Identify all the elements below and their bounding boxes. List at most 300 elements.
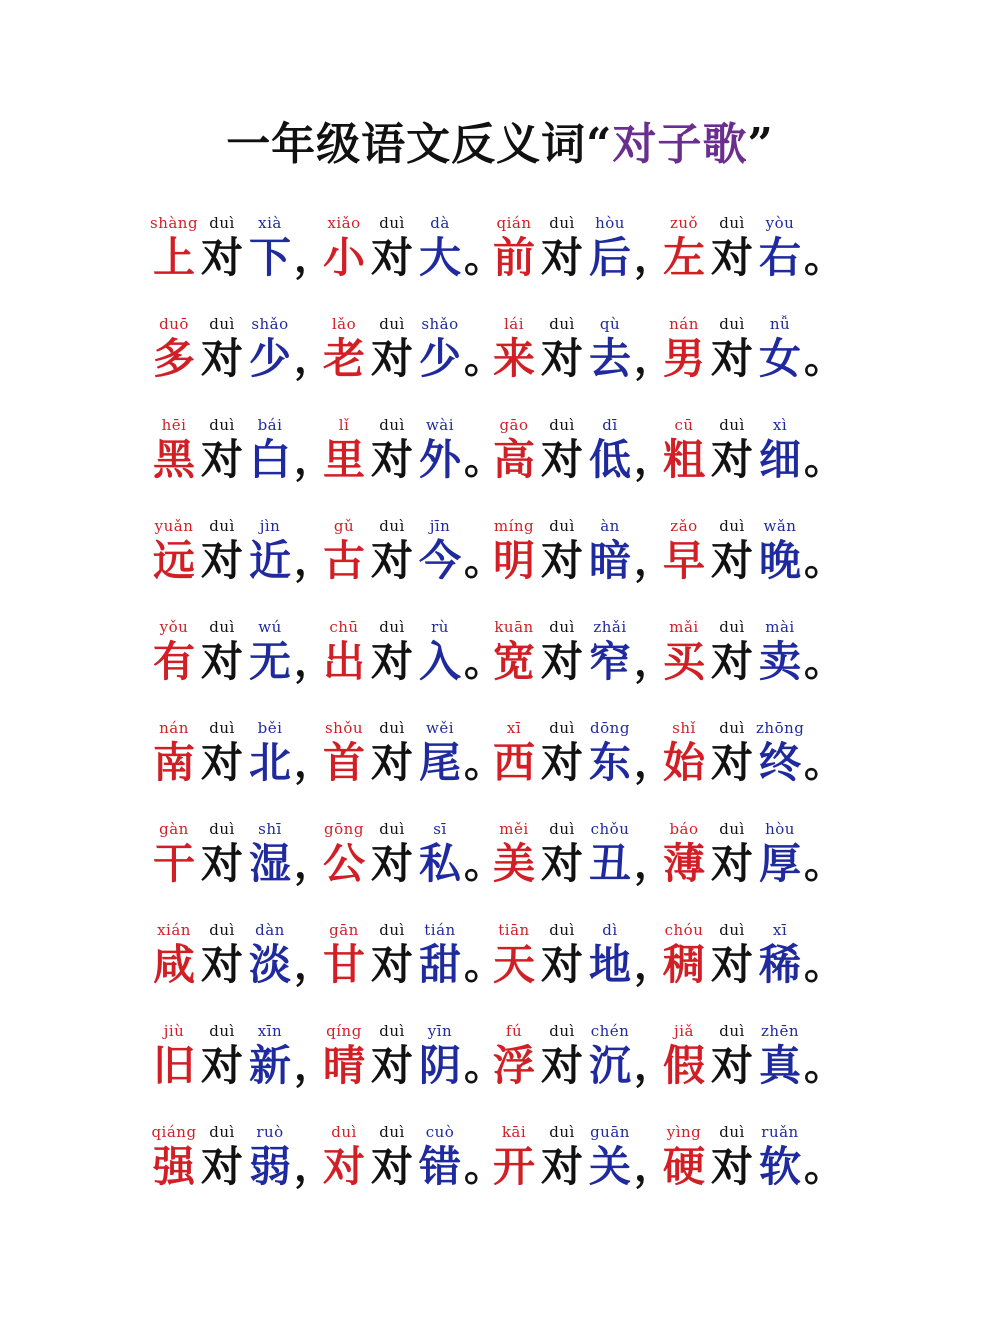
word-dui [708,717,756,787]
hanzi: 细 [758,435,801,484]
hanzi: 高 [492,435,535,484]
pinyin: xiǎo [327,214,361,232]
pinyin: gǔ [333,517,355,535]
pinyin: cuò [425,1123,455,1141]
word-left [320,515,368,585]
punctuation: ， [634,739,674,786]
pinyin: yǒu [159,618,189,636]
word-dui [198,1020,246,1090]
hanzi: 硬 [662,1142,705,1191]
pinyin: duì [719,820,745,838]
pinyin: wěi [425,719,454,737]
pinyin: duì [379,214,405,232]
hanzi: 对 [710,637,753,686]
pinyin: duì [331,1123,357,1141]
hanzi: 真 [758,1041,801,1090]
word-right [756,414,804,484]
word-right [416,1020,464,1090]
word-right [586,616,634,686]
word-right [246,515,294,585]
hanzi: 对 [540,738,583,787]
hanzi: 对 [200,1142,243,1191]
hanzi: 今 [418,536,461,585]
punctuation: ， [294,335,334,382]
couplet-line [150,515,870,616]
pinyin: shàng [150,214,199,232]
hanzi: 出 [322,637,365,686]
pinyin: kāi [501,1123,527,1141]
hanzi: 对 [540,1142,583,1191]
hanzi: 少 [248,334,291,383]
pinyin: zuǒ [669,214,699,232]
pinyin: duì [209,416,235,434]
hanzi: 右 [758,233,801,282]
word-right [416,1121,464,1191]
hanzi: 小 [322,233,365,282]
word-right [756,818,804,888]
pinyin: shǒu [324,719,364,737]
hanzi: 私 [418,839,461,888]
pinyin: duì [209,820,235,838]
pinyin: xià [258,214,282,232]
punctuation: ， [634,335,674,382]
hanzi: 对 [710,1142,753,1191]
hanzi: 男 [662,334,705,383]
hanzi: 对 [710,940,753,989]
word-dui [198,717,246,787]
hanzi: 窄 [588,637,631,686]
hanzi: 对 [540,940,583,989]
hanzi: 早 [662,536,705,585]
hanzi: 买 [662,637,705,686]
hanzi: 对 [370,1142,413,1191]
hanzi: 左 [662,233,705,282]
hanzi: 薄 [662,839,705,888]
hanzi: 天 [492,940,535,989]
punctuation: 。 [804,436,844,483]
couplet-line [150,1020,870,1121]
pinyin: yìng [666,1123,702,1141]
word-left [660,212,708,282]
hanzi: 对 [710,233,753,282]
pinyin: nán [669,315,699,333]
hanzi: 终 [758,738,801,787]
hanzi: 黑 [152,435,195,484]
pinyin: yīn [427,1022,453,1040]
word-right [756,1020,804,1090]
word-right [416,818,464,888]
punctuation: ， [294,941,334,988]
hanzi: 对 [200,334,243,383]
word-dui [368,919,416,989]
hanzi: 里 [322,435,365,484]
hanzi: 对 [540,334,583,383]
pinyin: duì [549,416,575,434]
pinyin: gāo [499,416,529,434]
hanzi: 女 [758,334,801,383]
punctuation: ， [294,436,334,483]
pinyin: duì [549,921,575,939]
couplet-line [150,414,870,515]
punctuation: ， [634,436,674,483]
word-dui [538,717,586,787]
punctuation: 。 [464,436,504,483]
word-dui [198,515,246,585]
word-left [490,919,538,989]
word-left [490,1020,538,1090]
hanzi: 北 [248,738,291,787]
pinyin: dà [430,214,450,232]
word-right [246,1020,294,1090]
pinyin: xián [157,921,191,939]
hanzi: 对 [710,536,753,585]
word-dui [708,414,756,484]
hanzi: 外 [418,435,461,484]
pinyin: zhǎi [593,618,627,636]
pinyin: mǎi [669,618,699,636]
punctuation: 。 [804,739,844,786]
title-highlight: 对子歌 [612,119,748,170]
word-right [586,717,634,787]
pinyin: lǐ [338,416,350,434]
punctuation: ， [294,638,334,685]
word-left [150,414,198,484]
hanzi: 弱 [248,1142,291,1191]
word-left [150,1121,198,1191]
pinyin: gōng [324,820,364,838]
word-dui [368,313,416,383]
pinyin: duì [719,315,745,333]
pinyin: duì [719,719,745,737]
punctuation: 。 [804,840,844,887]
word-dui [368,414,416,484]
hanzi: 公 [322,839,365,888]
pinyin: cū [674,416,694,434]
pinyin: míng [493,517,535,535]
punctuation: 。 [804,638,844,685]
punctuation: 。 [804,1042,844,1089]
word-left [490,1121,538,1191]
pinyin: qiáng [151,1123,197,1141]
word-dui [368,616,416,686]
pinyin: tián [424,921,456,939]
pinyin: shǎo [251,315,289,333]
word-dui [708,1020,756,1090]
word-right [416,919,464,989]
hanzi: 软 [758,1142,801,1191]
hanzi: 尾 [418,738,461,787]
pinyin: duì [209,719,235,737]
word-left [320,616,368,686]
pinyin: zhōng [756,719,805,737]
hanzi: 对 [370,1041,413,1090]
pinyin: duì [209,1123,235,1141]
hanzi: 淡 [248,940,291,989]
pinyin: xī [772,921,788,939]
hanzi: 旧 [152,1041,195,1090]
hanzi: 稠 [662,940,705,989]
pinyin: duì [209,1022,235,1040]
hanzi: 对 [200,536,243,585]
word-right [586,515,634,585]
hanzi: 无 [248,637,291,686]
word-dui [708,1121,756,1191]
hanzi: 东 [588,738,631,787]
word-dui [708,616,756,686]
word-right [586,313,634,383]
punctuation: 。 [464,1143,504,1190]
hanzi: 假 [662,1041,705,1090]
hanzi: 甘 [322,940,365,989]
pinyin: bái [257,416,283,434]
word-dui [538,616,586,686]
hanzi: 对 [540,233,583,282]
pinyin: duì [379,1123,405,1141]
hanzi: 强 [152,1142,195,1191]
word-dui [198,616,246,686]
hanzi: 对 [540,839,583,888]
pinyin: xīn [257,1022,283,1040]
pinyin: xī [506,719,522,737]
pinyin: duì [379,618,405,636]
punctuation: ， [294,537,334,584]
word-right [756,717,804,787]
hanzi: 后 [588,233,631,282]
word-left [490,515,538,585]
hanzi: 对 [200,435,243,484]
hanzi: 对 [322,1142,365,1191]
hanzi: 丑 [588,839,631,888]
word-dui [198,414,246,484]
pinyin: nǚ [769,315,791,333]
hanzi: 对 [370,738,413,787]
hanzi: 少 [418,334,461,383]
word-dui [538,515,586,585]
word-dui [538,818,586,888]
pinyin: duì [549,214,575,232]
word-right [246,1121,294,1191]
pinyin: lái [503,315,525,333]
word-left [490,212,538,282]
pinyin: wú [258,618,282,636]
pinyin: qù [599,315,621,333]
word-left [490,717,538,787]
pinyin: duì [209,618,235,636]
word-left [490,313,538,383]
pinyin: rù [431,618,449,636]
pinyin: duì [719,618,745,636]
punctuation: ， [634,941,674,988]
pinyin: nán [159,719,189,737]
word-right [756,212,804,282]
word-dui [538,919,586,989]
word-dui [708,212,756,282]
pinyin: kuān [494,618,534,636]
word-left [320,212,368,282]
punctuation: ， [634,234,674,281]
hanzi: 粗 [662,435,705,484]
couplet-lines [150,212,870,1222]
punctuation: ， [294,739,334,786]
punctuation: 。 [804,1143,844,1190]
hanzi: 晴 [322,1041,365,1090]
word-right [586,212,634,282]
hanzi: 来 [492,334,535,383]
hanzi: 对 [200,839,243,888]
word-left [150,515,198,585]
hanzi: 对 [200,738,243,787]
hanzi: 对 [540,637,583,686]
punctuation: 。 [804,537,844,584]
hanzi: 咸 [152,940,195,989]
pinyin: dī [602,416,618,434]
word-dui [198,212,246,282]
word-dui [368,212,416,282]
word-left [660,414,708,484]
hanzi: 明 [492,536,535,585]
hanzi: 地 [588,940,631,989]
hanzi: 对 [200,940,243,989]
word-dui [368,1020,416,1090]
pinyin: duì [719,416,745,434]
word-dui [198,1121,246,1191]
hanzi: 大 [418,233,461,282]
hanzi: 西 [492,738,535,787]
hanzi: 入 [418,637,461,686]
pinyin: duì [379,416,405,434]
word-dui [538,414,586,484]
word-right [416,313,464,383]
punctuation: 。 [464,638,504,685]
hanzi: 对 [540,536,583,585]
punctuation: 。 [804,234,844,281]
pinyin: duì [379,719,405,737]
word-left [150,818,198,888]
pinyin: guān [590,1123,630,1141]
word-dui [708,313,756,383]
hanzi: 首 [322,738,365,787]
punctuation: ， [294,840,334,887]
word-dui [368,717,416,787]
word-dui [538,212,586,282]
hanzi: 对 [200,1041,243,1090]
pinyin: běi [257,719,283,737]
pinyin: duì [719,921,745,939]
couplet-line [150,313,870,414]
hanzi: 对 [370,334,413,383]
word-left [150,313,198,383]
word-left [660,1121,708,1191]
word-dui [368,515,416,585]
punctuation: ， [634,638,674,685]
word-left [150,1020,198,1090]
word-right [586,919,634,989]
word-dui [198,919,246,989]
word-right [756,313,804,383]
pinyin: báo [669,820,699,838]
hanzi: 白 [248,435,291,484]
word-right [586,818,634,888]
hanzi: 对 [370,940,413,989]
word-right [246,818,294,888]
hanzi: 上 [152,233,195,282]
pinyin: duì [719,214,745,232]
pinyin: ruǎn [761,1123,799,1141]
hanzi: 卖 [758,637,801,686]
hanzi: 甜 [418,940,461,989]
word-right [756,616,804,686]
hanzi: 近 [248,536,291,585]
hanzi: 暗 [588,536,631,585]
word-dui [708,515,756,585]
pinyin: měi [499,820,529,838]
pinyin: jiǎ [674,1022,694,1040]
word-left [320,1020,368,1090]
pinyin: duì [549,1123,575,1141]
hanzi: 远 [152,536,195,585]
hanzi: 对 [540,435,583,484]
couplet-line [150,717,870,818]
word-right [586,1020,634,1090]
hanzi: 对 [370,233,413,282]
pinyin: duì [549,517,575,535]
word-left [660,313,708,383]
pinyin: duì [209,315,235,333]
pinyin: jìn [259,517,281,535]
hanzi: 对 [370,435,413,484]
word-right [246,919,294,989]
pinyin: duì [719,1022,745,1040]
hanzi: 多 [152,334,195,383]
hanzi: 对 [710,1041,753,1090]
hanzi: 始 [662,738,705,787]
hanzi: 新 [248,1041,291,1090]
punctuation: 。 [464,739,504,786]
pinyin: gān [329,921,359,939]
word-right [416,414,464,484]
pinyin: duì [549,315,575,333]
word-left [320,717,368,787]
hanzi: 沉 [588,1041,631,1090]
punctuation: ， [634,1143,674,1190]
hanzi: 厚 [758,839,801,888]
hanzi: 古 [322,536,365,585]
pinyin: sī [433,820,447,838]
punctuation: 。 [464,1042,504,1089]
punctuation: 。 [464,840,504,887]
punctuation: 。 [464,537,504,584]
pinyin: duō [159,315,189,333]
word-dui [538,1020,586,1090]
word-right [246,212,294,282]
hanzi: 去 [588,334,631,383]
hanzi: 对 [540,1041,583,1090]
pinyin: hēi [161,416,187,434]
hanzi: 对 [370,536,413,585]
hanzi: 南 [152,738,195,787]
pinyin: duì [379,517,405,535]
pinyin: mài [765,618,795,636]
title-end: ” [747,119,774,170]
word-left [490,414,538,484]
pinyin: tiān [498,921,530,939]
pinyin: duì [549,719,575,737]
word-dui [368,1121,416,1191]
word-dui [198,313,246,383]
word-left [490,616,538,686]
punctuation: 。 [804,335,844,382]
hanzi: 晚 [758,536,801,585]
